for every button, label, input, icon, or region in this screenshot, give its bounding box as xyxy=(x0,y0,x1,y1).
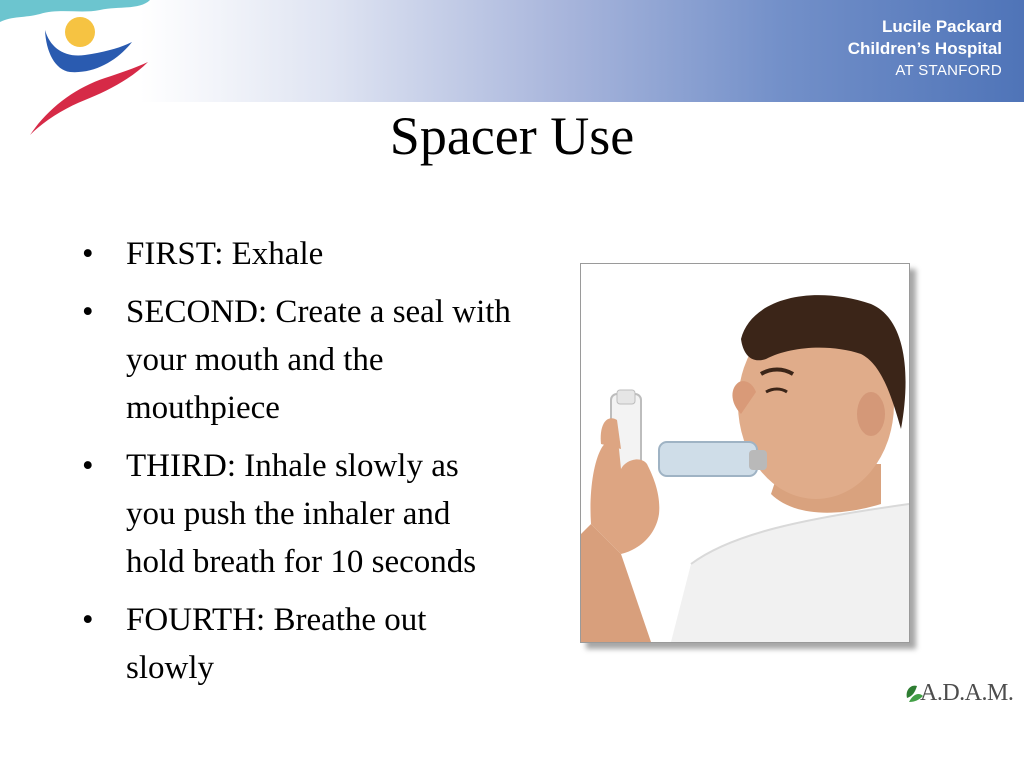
bullet-item xyxy=(82,230,512,278)
bullet-item xyxy=(82,596,512,692)
bullet-item xyxy=(82,442,512,586)
hospital-name-line3: AT STANFORD xyxy=(895,62,1002,79)
bullet-list xyxy=(82,230,512,702)
bullet-dot-icon: • xyxy=(82,602,94,638)
bullet-dot-icon: • xyxy=(82,236,94,272)
man-using-inhaler-spacer-photo-icon xyxy=(581,264,909,642)
hospital-name-line2: Children’s Hospital xyxy=(847,39,1002,58)
bullet-dot-icon: • xyxy=(82,294,94,330)
hospital-name xyxy=(762,16,1002,82)
adam-credit: A.D.A.M. xyxy=(920,680,1014,706)
bullet-text: SECOND: Create a seal with your mouth and the mouthpiece xyxy=(126,294,511,426)
bullet-text: THIRD: Inhale slowly as you push the inhaler and hold breath for 10 seconds xyxy=(126,448,477,580)
bullet-item xyxy=(82,288,512,432)
hospital-name-line1: Lucile Packard xyxy=(881,17,1002,36)
bullet-text: FIRST: Exhale xyxy=(126,236,324,272)
bullet-dot-icon: • xyxy=(82,448,94,484)
bullet-text: FOURTH: Breathe out slowly xyxy=(126,602,427,686)
slide-title: Spacer Use xyxy=(389,106,635,166)
inhaler-photo xyxy=(580,263,910,643)
